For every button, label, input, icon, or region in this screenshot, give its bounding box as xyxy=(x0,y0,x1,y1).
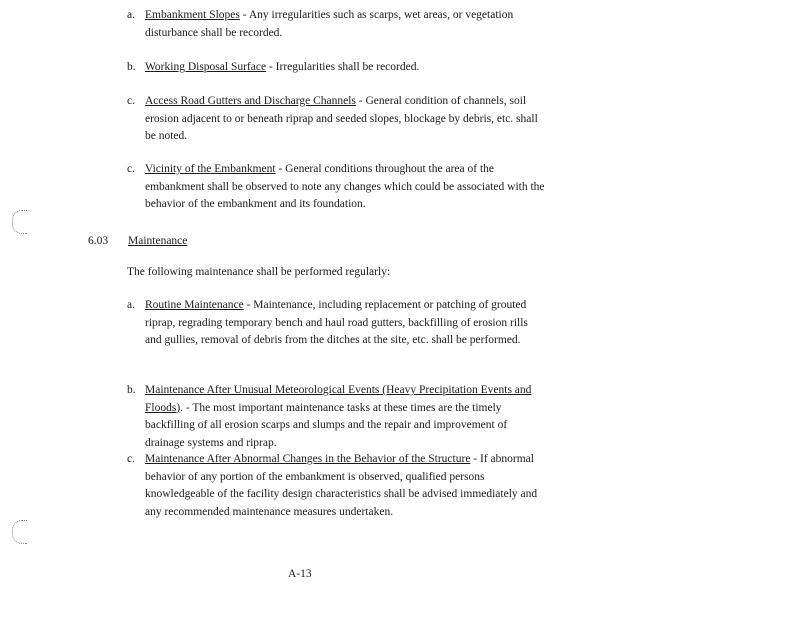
punch-hole-mark xyxy=(12,210,27,234)
list-item xyxy=(127,7,547,42)
list-item xyxy=(127,297,547,350)
item-title: Maintenance After Abnormal Changes in the Behavior of the Structure xyxy=(145,453,471,465)
item-text: . - The most important maintenance tasks at these times are the timely backfilling of all erosion scarps and slumps and the repair and improvement of drainage systems and riprap. xyxy=(145,401,508,449)
item-letter: c. xyxy=(127,95,135,107)
item-title: Working Disposal Surface xyxy=(145,61,267,73)
list-item xyxy=(127,382,547,452)
item-text: - Irregularities shall be recorded. xyxy=(266,61,420,73)
list-item xyxy=(127,451,547,521)
list-item xyxy=(127,161,547,214)
section-number: 6.03 xyxy=(88,235,109,247)
item-letter: c. xyxy=(127,163,135,175)
item-title: Embankment Slopes xyxy=(145,9,240,21)
item-text: - Maintenance, including replacement or patching of grouted riprap, regrading temporary bench and haul road gutters, backfilling of erosion rills and gullies, removal of debris from the ditches at the site, etc. shall be performed. xyxy=(145,299,528,346)
list-item xyxy=(127,93,547,146)
item-letter: b. xyxy=(127,384,136,396)
section-intro: The following maintenance shall be performed regularly: xyxy=(127,266,391,278)
punch-hole-mark xyxy=(12,520,27,544)
item-text: - Any irregularities such as scarps, wet areas, or vegetation disturbance shall be recorded. xyxy=(145,9,514,39)
page-number: A-13 xyxy=(288,568,312,580)
item-text: - General condition of channels, soil erosion adjacent to or beneath riprap and seeded slopes, blockage by debris, etc. shall be noted. xyxy=(145,95,538,142)
item-title: Routine Maintenance xyxy=(145,299,244,311)
item-letter: a. xyxy=(127,299,135,311)
item-title: Access Road Gutters and Discharge Channels xyxy=(145,95,356,107)
section-title: Maintenance xyxy=(128,235,188,247)
item-letter: a. xyxy=(127,9,135,21)
item-title: Maintenance After Unusual Meteorological Events (Heavy Precipitation Events and Floods) xyxy=(145,384,532,414)
list-item xyxy=(127,59,547,77)
item-letter: c. xyxy=(127,453,135,465)
item-title: Vicinity of the Embankment xyxy=(145,163,276,175)
item-text: - General conditions throughout the area of the embankment shall be observed to note any changes which could be associated with the behavior of the embankment and its foundation. xyxy=(145,163,545,210)
item-text: - If abnormal behavior of any portion of the embankment is observed, qualified persons knowledgeable of the facility design characteristics shall be advised immediately and any recommended maintenance measures undertaken. xyxy=(145,453,538,518)
item-letter: b. xyxy=(127,61,136,73)
